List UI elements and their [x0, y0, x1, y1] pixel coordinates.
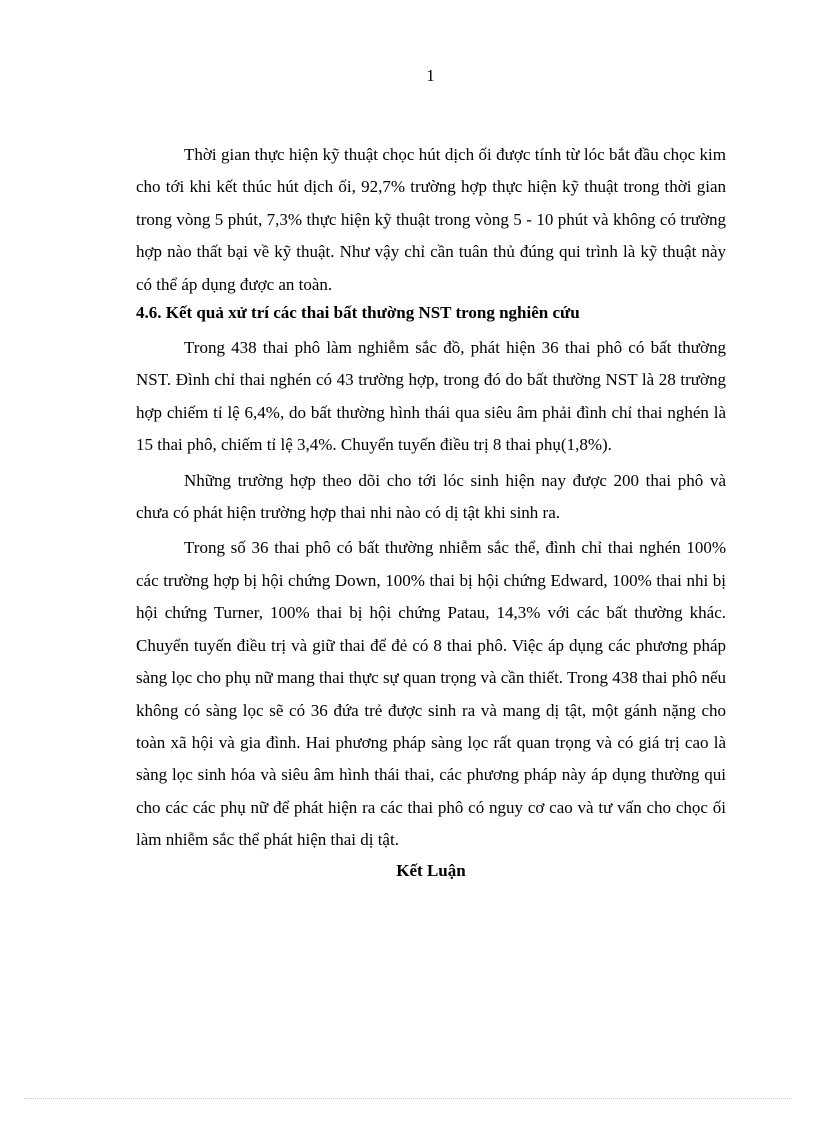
- paragraph-screening-importance: Trong số 36 thai phô có bất thường nhiễm sắc thể, đình chỉ thai nghén 100% các trường hợp bị hội chứng Down, 100% thai bị hội chứng Edward, 100% thai nhi bị hội chứng Turner, 100% thai bị hội chứng Patau, 14,3% với các bất thường khác. Chuyển tuyến điều trị và giữ thai để đẻ có 8 thai phô. Việc áp dụng các phương pháp sàng lọc cho phụ nữ mang thai thực sự quan trọng và cần thiết. Trong 438 thai phô nếu không có sàng lọc sẽ có 36 đứa trẻ được sinh ra và mang dị tật, một gánh nặng cho toàn xã hội và gia đình. Hai phương pháp sàng lọc rất quan trọng và có giá trị cao là sàng lọc sinh hóa và siêu âm hình thái thai, các phương pháp này áp dụng thường qui cho các các phụ nữ để phát hiện ra các thai phô có nguy cơ cao và tư vấn cho chọc ối làm nhiễm sắc thể phát hiện thai dị tật.: [136, 538, 726, 850]
- document-body: [136, 139, 726, 887]
- paragraph-follow-up: Những trường hợp theo dõi cho tới lóc sinh hiện nay được 200 thai phô và chưa có phát hiện trường hợp thai nhi nào có dị tật khi sinh ra.: [136, 470, 726, 523]
- conclusion-heading: Kết Luận: [396, 860, 466, 880]
- paragraph-procedure-time: Thời gian thực hiện kỹ thuật chọc hút dịch ối được tính từ lóc bắt đầu chọc kim cho tới khi kết thúc hút dịch ối, 92,7% trường hợp thực hiện kỹ thuật trong thời gian trong vòng 5 phút, 7,3% thực hiện kỹ thuật trong vòng 5 - 10 phút và không có trường hợp nào thất bại về kỹ thuật. Như vậy chỉ cần tuân thủ đúng qui trình là kỹ thuật này có thể áp dụng được an toàn.: [136, 145, 726, 294]
- page-number: 1: [426, 66, 435, 85]
- page-bottom-divider: [24, 1098, 792, 1099]
- paragraph-nst-results: Trong 438 thai phô làm nghiễm sắc đồ, phát hiện 36 thai phô có bất thường NST. Đình chỉ thai nghén có 43 trường hợp, trong đó do bất thường NST là 28 trường hợp chiếm tỉ lệ 6,4%, do bất thường hình thái qua siêu âm phải đình chỉ thai nghén là 15 thai phô, chiếm tỉ lệ 3,4%. Chuyển tuyến điều trị 8 thai phụ(1,8%).: [136, 338, 726, 455]
- section-heading-4-6: 4.6. Kết quả xử trí các thai bất thường NST trong nghiên cứu: [136, 303, 580, 323]
